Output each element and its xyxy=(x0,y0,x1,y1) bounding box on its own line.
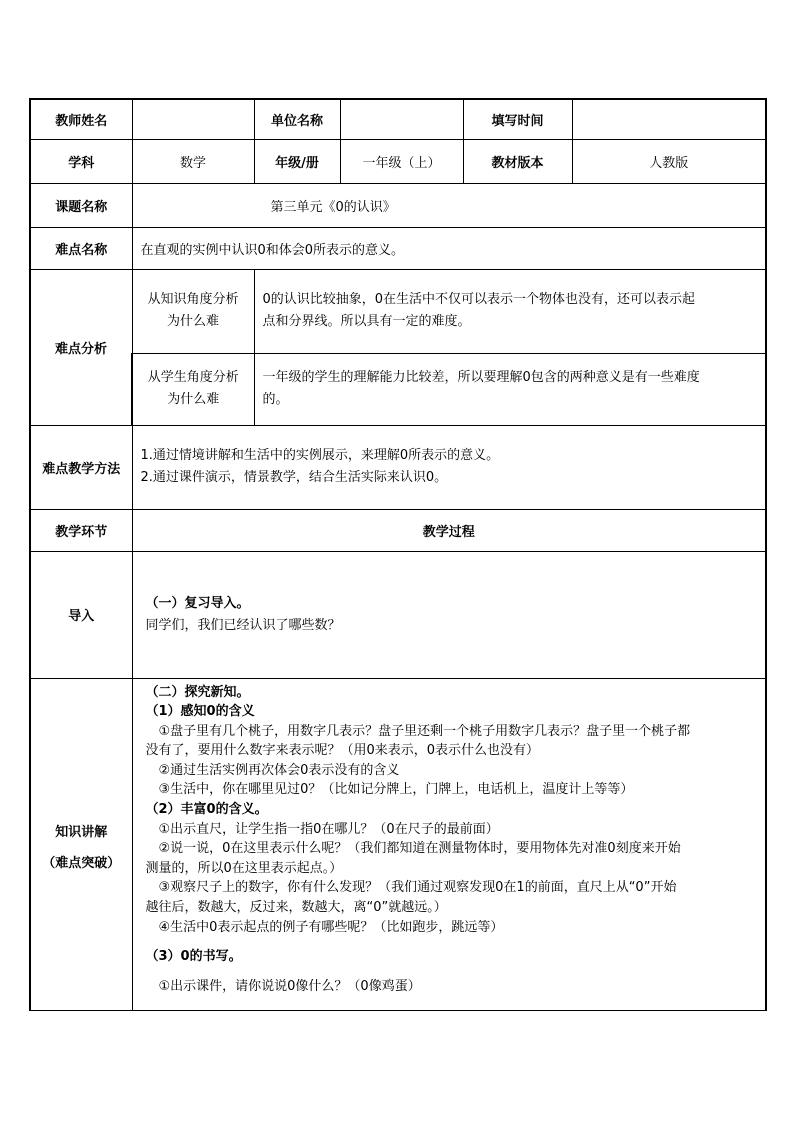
analysis-label: 难点分析 xyxy=(30,269,132,425)
lesson-plan-table xyxy=(29,98,767,1011)
knowledge-label: 知识讲解 xyxy=(55,825,108,840)
item-5a: ②说一说，0在这里表示什么呢？（我们都知道在测量物体时，要用物体先对准0刻度来开始 xyxy=(158,841,681,857)
process-header-row xyxy=(30,509,766,551)
knowledge-row xyxy=(30,678,766,1010)
knowledge-label-cell xyxy=(30,678,132,1010)
analysis-row-student xyxy=(30,353,766,425)
subject-value: 数学 xyxy=(132,139,254,183)
knowledge-angle-label: 从知识角度分析 为什么难 xyxy=(132,269,254,353)
header-row-1 xyxy=(30,99,766,139)
item-8: ①出示课件，请你说说0像什么？（0像鸡蛋） xyxy=(158,978,421,994)
item-7: ④生活中0表示起点的例子有哪些呢？（比如跑步，跳远等） xyxy=(158,919,504,935)
analysis-row-knowledge xyxy=(30,269,766,353)
subject-label: 学科 xyxy=(30,139,132,183)
intro-heading: （一）复习导入。 xyxy=(145,595,250,611)
header-row-2 xyxy=(30,139,766,183)
title-row xyxy=(30,183,766,227)
subsection-2: （2）丰富0的含义。 xyxy=(145,802,268,818)
intro-label: 导入 xyxy=(30,551,132,678)
intro-content xyxy=(132,551,766,678)
lesson-title-value: 第三单元《0的认识》 xyxy=(132,183,766,227)
edition-label: 教材版本 xyxy=(463,139,572,183)
intro-row xyxy=(30,551,766,678)
knowledge-sublabel: （难点突破） xyxy=(42,856,121,871)
item-3: ③生活中，你在哪里见过0？（比如记分牌上，门牌上，电话机上，温度计上等等） xyxy=(158,782,634,798)
item-4: ①出示直尺，让学生指一指0在哪儿？（0在尺子的最前面） xyxy=(158,821,499,837)
teacher-name-value xyxy=(132,99,254,139)
lesson-title-label: 课题名称 xyxy=(30,183,132,227)
student-angle-label: 从学生角度分析 为什么难 xyxy=(132,353,254,425)
knowledge-content xyxy=(132,678,766,1010)
method-row xyxy=(30,425,766,509)
item-2: ②通过生活实例再次体会0表示没有的含义 xyxy=(158,762,400,778)
item-6a: ③观察尺子上的数字，你有什么发现？（我们通过观察发现0在1的前面，直尺上从“0”开始 xyxy=(158,880,677,896)
unit-label: 单位名称 xyxy=(254,99,340,139)
date-label: 填写时间 xyxy=(463,99,572,139)
method-label: 难点教学方法 xyxy=(30,425,132,509)
explore-heading: （二）探究新知。 xyxy=(145,684,250,700)
teacher-name-label: 教师姓名 xyxy=(30,99,132,139)
difficulty-value: 在直观的实例中认识0和体会0所表示的意义。 xyxy=(132,227,766,269)
stage-label: 教学环节 xyxy=(30,509,132,551)
knowledge-angle-text: 0的认识比较抽象，0在生活中不仅可以表示一个物体也没有，还可以表示起 点和分界线。所以具有一定的难度。 xyxy=(254,269,766,353)
date-value xyxy=(572,99,766,139)
item-1a: ①盘子里有几个桃子，用数字几表示？盘子里还剩一个桃子用数字几表示？盘子里一个桃子都 xyxy=(158,723,691,739)
intro-text: 同学们，我们已经认识了哪些数？ xyxy=(145,617,341,633)
item-6b: 越往后，数越大，反过来，数越大，离“0”就越远。） xyxy=(145,900,447,916)
subsection-3: （3）0的书写。 xyxy=(145,949,242,965)
difficulty-label: 难点名称 xyxy=(30,227,132,269)
item-5b: 测量的，所以0在这里表示起点。） xyxy=(145,860,343,876)
grade-value: 一年级（上） xyxy=(340,139,463,183)
method-text: 1.通过情境讲解和生活中的实例展示，来理解0所表示的意义。 2.通过课件演示，情景教学，结合生活实际来认识0。 xyxy=(132,425,766,509)
difficulty-row xyxy=(30,227,766,269)
item-1b: 没有了，要用什么数字来表示呢？（用0来表示，0表示什么也没有） xyxy=(145,743,540,759)
process-label: 教学过程 xyxy=(132,509,766,551)
student-angle-text: 一年级的学生的理解能力比较差，所以要理解0包含的两种意义是有一些难度 的。 xyxy=(254,353,766,425)
grade-label: 年级/册 xyxy=(254,139,340,183)
edition-value: 人教版 xyxy=(572,139,766,183)
subsection-1: （1）感知0的含义 xyxy=(145,704,255,720)
unit-value xyxy=(340,99,463,139)
